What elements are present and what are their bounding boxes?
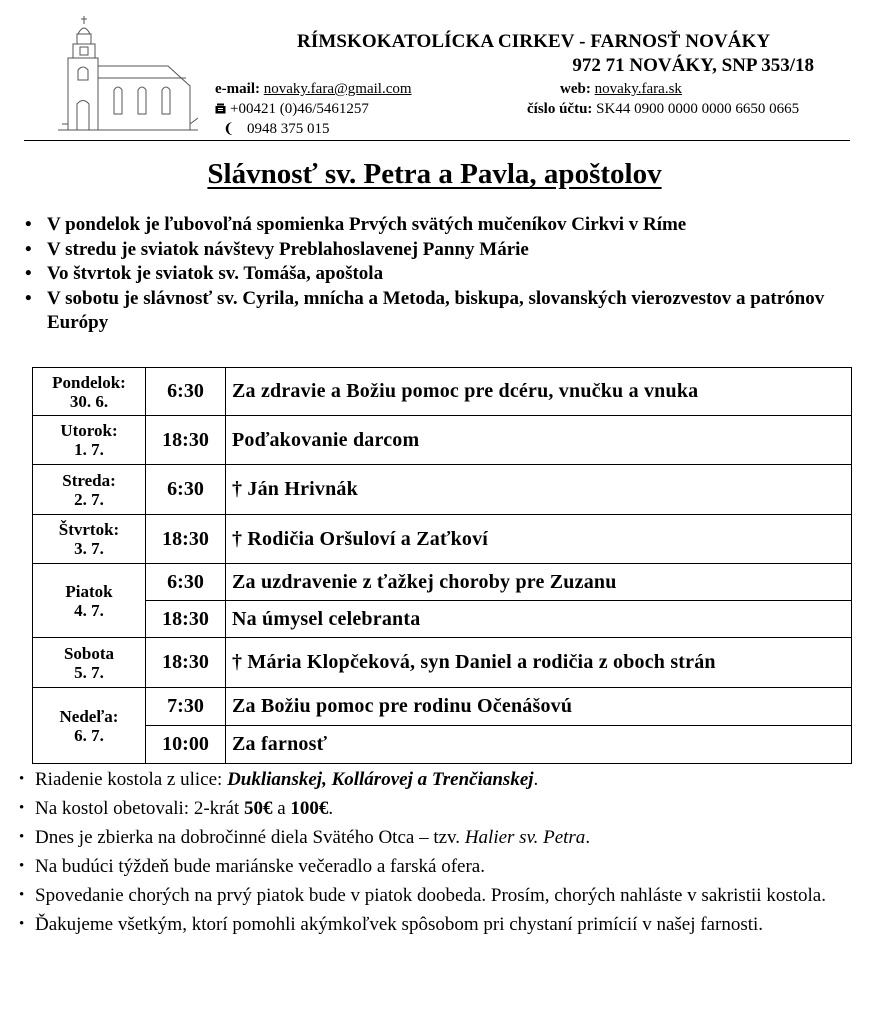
note-item: • V pondelok je ľubovoľná spomienka Prvých svätých mučeníkov Cirkvi v Ríme <box>24 213 854 238</box>
day-cell <box>33 638 146 688</box>
announcement-item <box>18 794 850 823</box>
day-date: 6. 7. <box>74 725 104 745</box>
mass-intention: Za Božiu pomoc pre rodinu Očenášovú <box>226 688 852 726</box>
table-row <box>33 688 852 726</box>
day-cell <box>33 515 146 564</box>
mobile-line <box>223 121 330 138</box>
announcement-end: . <box>533 769 539 790</box>
day-cell <box>33 564 146 638</box>
mass-time: 6:30 <box>146 564 226 601</box>
donation-amount: 100€ <box>290 798 329 819</box>
table-row <box>33 638 852 688</box>
mass-schedule-table <box>32 367 852 764</box>
note-item: • V stredu je sviatok návštevy Preblahoslavenej Panny Márie <box>24 238 854 263</box>
day-name: Piatok <box>65 581 113 601</box>
mass-intention: Za uzdravenie z ťažkej choroby pre Zuzanu <box>226 564 852 601</box>
day-date: 4. 7. <box>74 600 104 620</box>
announcement-end: . <box>328 798 334 819</box>
web-line <box>560 81 682 98</box>
announcement-item <box>18 823 850 852</box>
mass-time: 18:30 <box>146 601 226 638</box>
email-label: e-mail: <box>215 81 260 97</box>
mass-intention: † Ján Hrivnák <box>226 465 852 515</box>
parish-address: 972 71 NOVÁKY, SNP 353/18 <box>572 55 814 76</box>
day-cell <box>33 688 146 764</box>
street-names: Duklianskej, Kollárovej a Trenčianskej <box>227 769 534 790</box>
mass-time: 18:30 <box>146 416 226 465</box>
announcement-item <box>18 765 850 794</box>
phone-number: +00421 (0)46/5461257 <box>230 101 369 117</box>
mass-intention: † Rodičia Oršuloví a Zaťkoví <box>226 515 852 564</box>
day-name: Pondelok: <box>52 372 126 392</box>
mass-intention: Za zdravie a Božiu pomoc pre dcéru, vnučku a vnuka <box>226 368 852 416</box>
mass-time: 6:30 <box>146 465 226 515</box>
note-item: • Vo štvrtok je sviatok sv. Tomáša, apoštola <box>24 262 854 287</box>
mobile-phone-icon: ❨ <box>223 122 235 137</box>
announcement-text: Dnes je zbierka na dobročinné diela Svätého Otca – tzv. <box>35 827 465 848</box>
mobile-number: 0948 375 015 <box>247 121 330 137</box>
announcement-text: a <box>272 798 291 819</box>
announcement-end: . <box>585 827 591 848</box>
web-link[interactable]: novaky.fara.sk <box>594 81 682 97</box>
table-row <box>33 416 852 465</box>
mass-time: 18:30 <box>146 638 226 688</box>
mass-intention: Poďakovanie darcom <box>226 416 852 465</box>
announcement-item: • Ďakujeme všetkým, ktorí pomohli akýmkoľvek spôsobom pri chystaní primícií v našej farnosti. <box>18 910 850 939</box>
mass-intention: † Mária Klopčeková, syn Daniel a rodičia z oboch strán <box>226 638 852 688</box>
mass-intention: Za farnosť <box>226 726 852 764</box>
collection-name: Halier sv. Petra <box>464 827 586 848</box>
table-row <box>33 726 852 764</box>
day-cell <box>33 368 146 416</box>
account-number: SK44 0900 0000 0000 6650 0665 <box>596 101 800 117</box>
announcement-text: Na kostol obetovali: 2-krát <box>35 798 244 819</box>
table-row <box>33 368 852 416</box>
phone-line <box>215 101 369 118</box>
email-line <box>215 81 412 98</box>
day-date: 1. 7. <box>74 440 104 459</box>
day-name: Streda: <box>62 470 116 490</box>
telephone-icon <box>215 103 226 114</box>
day-name: Sobota <box>63 643 115 663</box>
day-date: 5. 7. <box>74 662 104 682</box>
day-name: Utorok: <box>60 421 118 440</box>
table-row <box>33 564 852 601</box>
day-date: 2. 7. <box>74 489 104 509</box>
note-item: • V sobotu je slávnosť sv. Cyrila, mnícha a Metoda, biskupa, slovanských vierozvestov a patrónov Európy <box>24 287 854 336</box>
announcement-item: • Spovedanie chorých na prvý piatok bude v piatok doobeda. Prosím, chorých nahláste v sakristii kostola. <box>18 881 850 910</box>
table-row <box>33 601 852 638</box>
mass-time: 7:30 <box>146 688 226 726</box>
announcement-text: Riadenie kostola z ulice: <box>35 769 228 790</box>
day-cell <box>33 465 146 515</box>
account-label: číslo účtu: <box>527 101 593 117</box>
page-title: Slávnosť sv. Petra a Pavla, apoštolov <box>207 158 662 190</box>
day-name: Štvrtok: <box>58 520 120 539</box>
church-logo-icon <box>58 14 198 132</box>
mass-intention: Na úmysel celebranta <box>226 601 852 638</box>
day-date: 30. 6. <box>69 391 109 411</box>
day-date: 3. 7. <box>74 539 104 558</box>
table-row <box>33 465 852 515</box>
announcement-item: • Na budúci týždeň bude mariánske večeradlo a farská ofera. <box>18 852 850 881</box>
day-cell <box>33 416 146 465</box>
announcements-list <box>18 765 850 939</box>
mass-time: 10:00 <box>146 726 226 764</box>
donation-amount: 50€ <box>243 798 273 819</box>
mass-time: 6:30 <box>146 368 226 416</box>
web-label: web: <box>560 81 591 97</box>
liturgical-notes-list <box>24 213 854 336</box>
day-name: Nedeľa: <box>59 706 119 726</box>
mass-time: 18:30 <box>146 515 226 564</box>
email-link[interactable]: novaky.fara@gmail.com <box>263 81 412 97</box>
account-line <box>527 101 799 118</box>
header-divider <box>24 140 850 141</box>
table-row <box>33 515 852 564</box>
parish-name: RÍMSKOKATOLÍCKA CIRKEV - FARNOSŤ NOVÁKY <box>297 31 771 52</box>
